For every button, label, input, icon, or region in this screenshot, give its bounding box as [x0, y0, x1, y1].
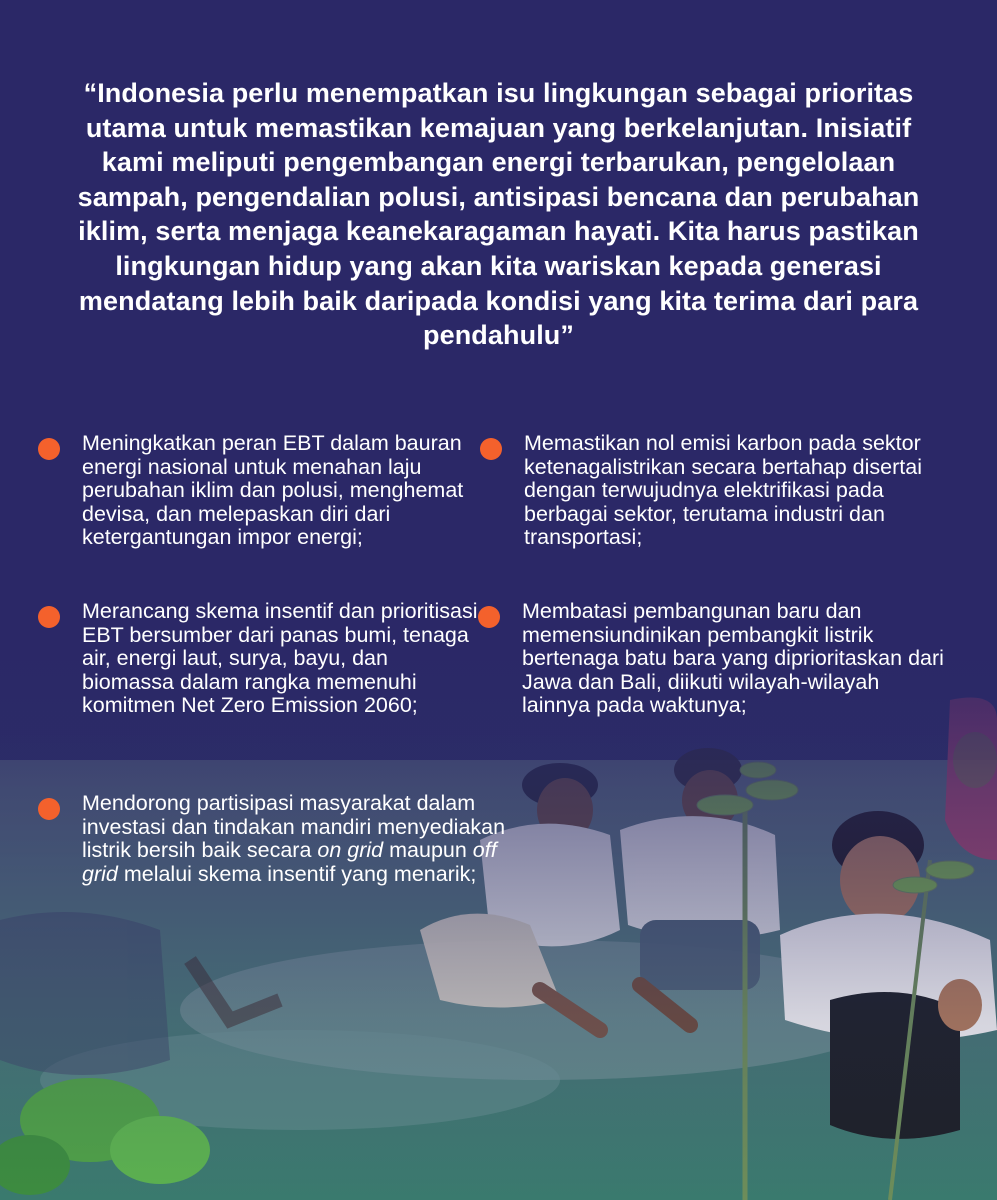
bullet-text [82, 792, 518, 886]
bullet-dot [38, 606, 60, 628]
bullet-text: Merancang skema insentif dan prioritisasi EBT bersumber dari panas bumi, tenaga air, energi laut, surya, bayu, dan biomassa dalam rangka memenuhi komitmen Net Zero Emission 2060; [82, 599, 478, 717]
bullet-dot [480, 438, 502, 460]
bullet-text: Memastikan nol emisi karbon pada sektor ketenagalistrikan secara bertahap disertai dengan terwujudnya elektrifikasi pada berbagai sektor, terutama industri dan transportasi; [524, 431, 922, 549]
bullet-text-part: melalui skema insentif yang menarik; [117, 861, 477, 886]
bullet-text-emphasis: on grid [317, 838, 384, 862]
bullet-text-emphasis: off grid [82, 838, 497, 886]
bullet-dot [38, 798, 60, 820]
bullet-text-part: Mendorong partisipasi masyarakat dalam investasi dan tindakan mandiri menyediakan listrik bersih baik secara [82, 791, 506, 862]
bullet-dot [478, 606, 500, 628]
bullet-text-part: maupun [383, 838, 473, 862]
bullet-text: Meningkatkan peran EBT dalam bauran energi nasional untuk menahan laju perubahan iklim dan polusi, menghemat devisa, dan melepaskan diri dari ketergantungan impor energi; [82, 431, 464, 549]
bullet-text: Membatasi pembangunan baru dan memensiundinikan pembangkit listrik bertenaga batu bara yang diprioritaskan dari Jawa dan Bali, diikuti wilayah-wilayah lainnya pada waktunya; [522, 599, 944, 717]
bullet-dot [38, 438, 60, 460]
quote-text: “Indonesia perlu menempatkan isu lingkungan sebagai prioritas utama untuk memastikan kemajuan yang berkelanjutan. Inisiatif kami meliputi pengembangan energi terbarukan, pengelolaan sampah, pengendalian polusi, antisipasi bencana dan perubahan iklim, serta menjaga keanekaragaman hayati. Kita harus pastikan lingkungan hidup yang akan kita wariskan kepada generasi mendatang lebih baik daripada kondisi yang kita terima dari para pendahulu” [77, 78, 920, 351]
